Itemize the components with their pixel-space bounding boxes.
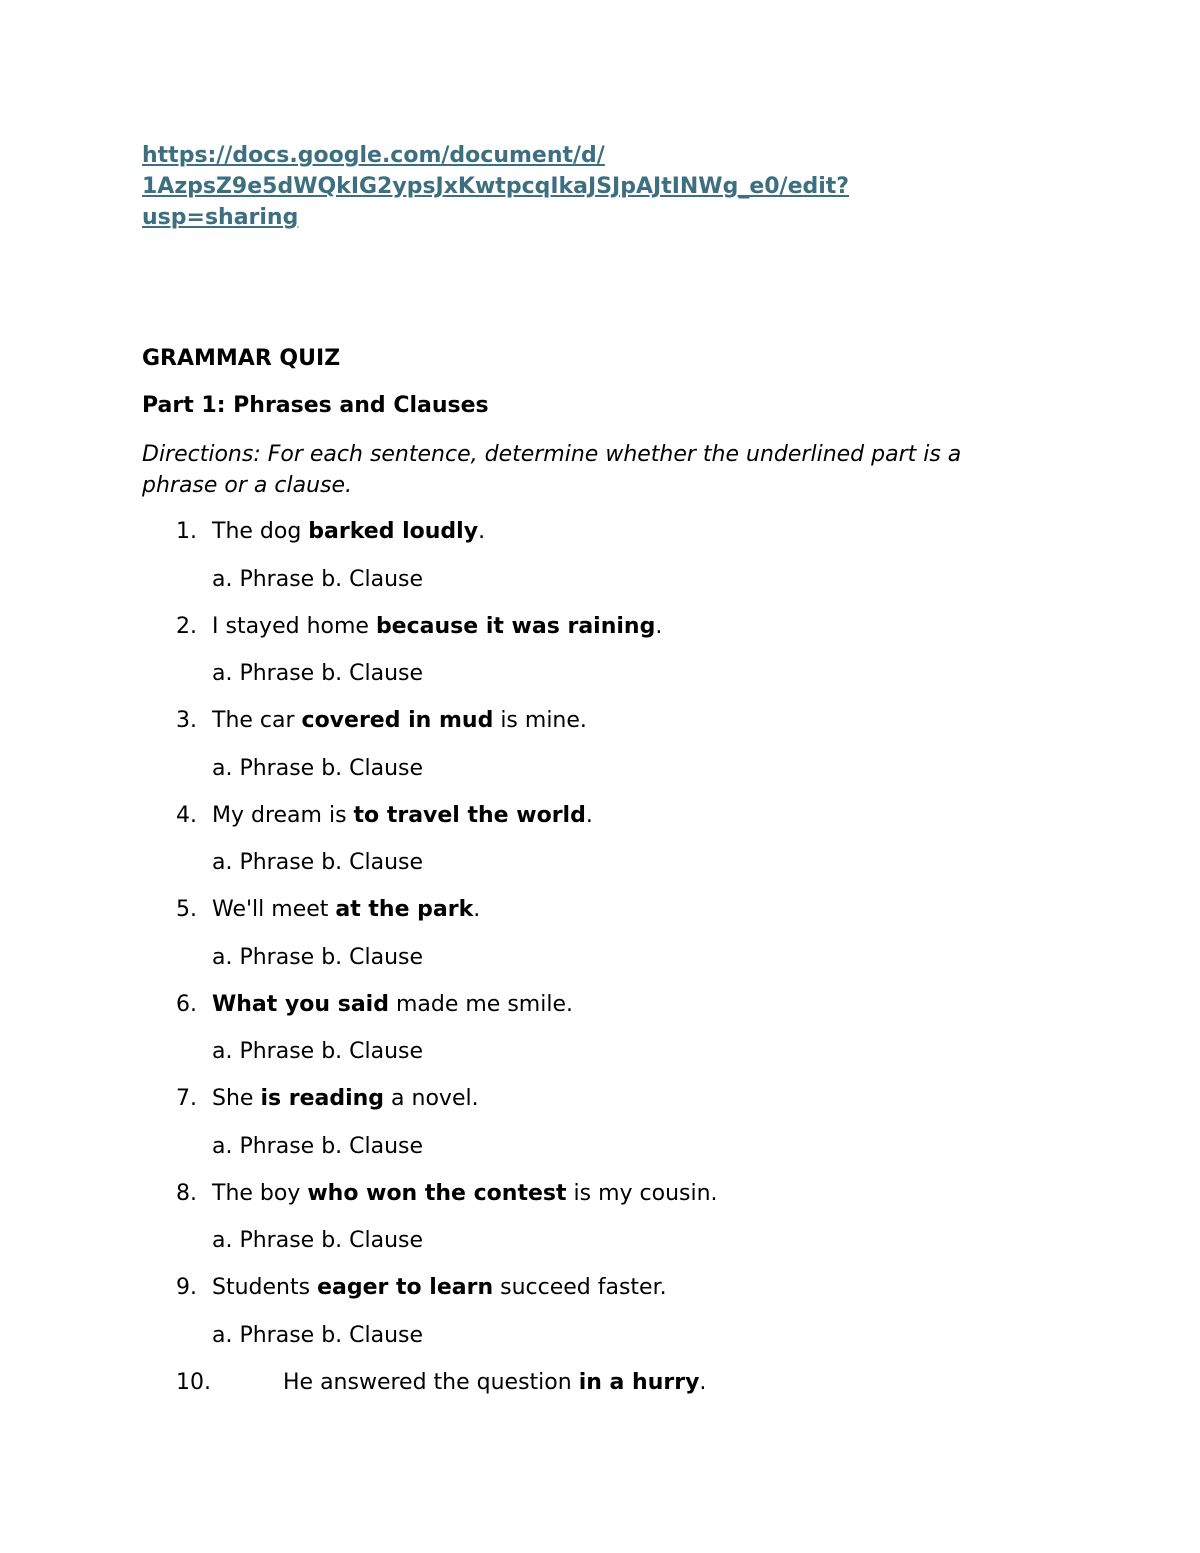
question-3-options: a. Phrase b. Clause [212, 756, 424, 781]
question-number: 6. [176, 992, 197, 1017]
question-text: The boy who won the contest is my cousin. [212, 1181, 718, 1206]
directions-line-1: Directions: For each sentence, determine whether the underlined part is a [142, 442, 962, 467]
question-1-options: a. Phrase b. Clause [212, 567, 424, 592]
question-text: She is reading a novel. [212, 1086, 479, 1111]
question-text: What you said made me smile. [212, 992, 573, 1017]
link-line-3[interactable]: usp=sharing [142, 205, 299, 230]
question-text: The car covered in mud is mine. [212, 708, 587, 733]
question-number: 3. [176, 708, 197, 733]
link-line-1[interactable]: https://docs.google.com/document/d/ [142, 143, 605, 168]
question-text: We'll meet at the park. [212, 897, 481, 922]
question-number: 7. [176, 1086, 197, 1111]
highlighted-part: covered in mud [301, 708, 494, 733]
part-title: Part 1: Phrases and Clauses [142, 393, 489, 418]
question-6-options: a. Phrase b. Clause [212, 1039, 424, 1064]
question-7-options: a. Phrase b. Clause [212, 1134, 424, 1159]
directions [142, 439, 1052, 501]
highlighted-part: because it was raining [375, 614, 656, 639]
question-text: My dream is to travel the world. [212, 803, 593, 828]
question-9-options: a. Phrase b. Clause [212, 1323, 424, 1348]
quiz-title: GRAMMAR QUIZ [142, 346, 341, 371]
question-number: 8. [176, 1181, 197, 1206]
question-text: He answered the question in a hurry. [283, 1370, 707, 1395]
question-text: The dog barked loudly. [212, 519, 486, 544]
highlighted-part: who won the contest [307, 1181, 567, 1206]
google-docs-link[interactable] [142, 140, 1042, 233]
highlighted-part: What you said [212, 992, 389, 1017]
question-number: 2. [176, 614, 197, 639]
highlighted-part: at the park [335, 897, 474, 922]
highlighted-part: in a hurry [578, 1370, 700, 1395]
highlighted-part: barked loudly [308, 519, 479, 544]
highlighted-part: to travel the world [353, 803, 586, 828]
question-number: 10. [176, 1370, 211, 1395]
question-8-options: a. Phrase b. Clause [212, 1228, 424, 1253]
question-number: 9. [176, 1275, 197, 1300]
question-number: 1. [176, 519, 197, 544]
question-text: Students eager to learn succeed faster. [212, 1275, 667, 1300]
question-4-options: a. Phrase b. Clause [212, 850, 424, 875]
question-number: 4. [176, 803, 197, 828]
question-text: I stayed home because it was raining. [212, 614, 663, 639]
question-5-options: a. Phrase b. Clause [212, 945, 424, 970]
highlighted-part: eager to learn [317, 1275, 494, 1300]
question-number: 5. [176, 897, 197, 922]
directions-line-2: phrase or a clause. [142, 473, 353, 498]
question-2-options: a. Phrase b. Clause [212, 661, 424, 686]
link-line-2[interactable]: 1AzpsZ9e5dWQkIG2ypsJxKwtpcqIkaJSJpAJtINWg_e0/edit? [142, 174, 850, 199]
highlighted-part: is reading [260, 1086, 385, 1111]
